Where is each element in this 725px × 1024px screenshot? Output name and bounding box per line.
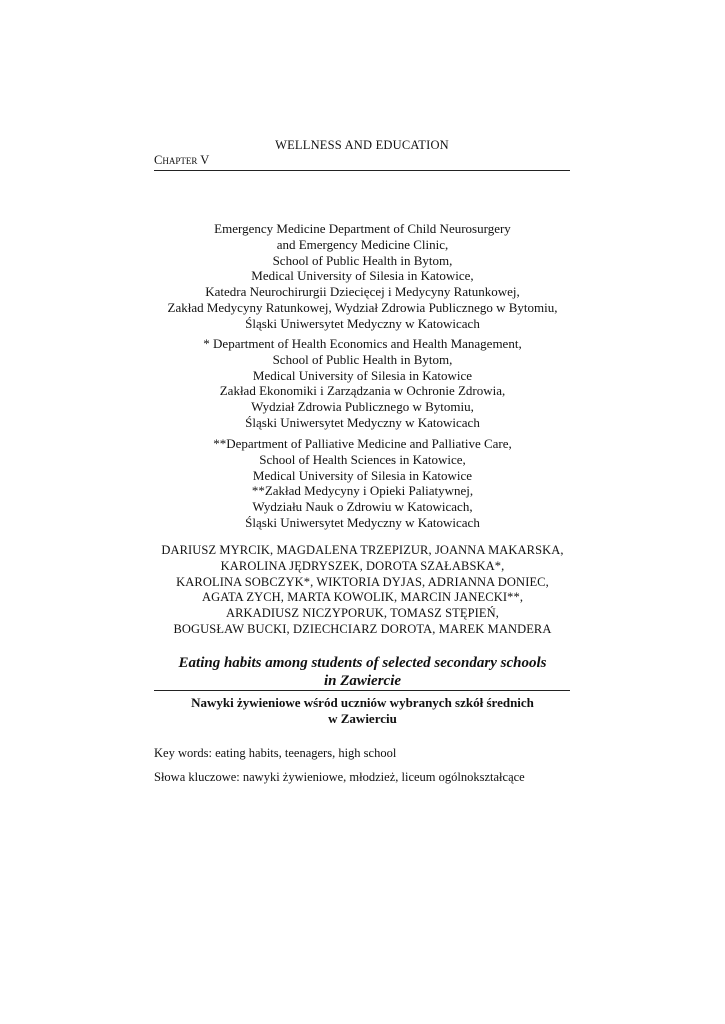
author-line: AGATA ZYCH, MARTA KOWOLIK, MARCIN JANECKI**, <box>201 590 524 605</box>
affiliation-line: and Emergency Medicine Clinic, <box>276 236 449 252</box>
affiliation-line: School of Public Health in Bytom, <box>272 252 453 268</box>
author-line: DARIUSZ MYRCIK, MAGDALENA TRZEPIZUR, JOANNA MAKARSKA, <box>161 543 564 557</box>
title-line: w Zawierciu <box>328 711 397 726</box>
affiliation-line: Wydziału Nauk o Zdrowiu w Katowicach, <box>252 499 473 515</box>
paper-title-polish <box>140 695 585 727</box>
book-title: WELLNESS AND EDUCATION <box>275 138 449 152</box>
affiliation-line: Zakład Ekonomiki i Zarządzania w Ochronie Zdrowia, <box>219 383 506 399</box>
affiliation-block-3 <box>140 436 585 531</box>
affiliation-line: Medical University of Silesia in Katowice <box>252 367 473 383</box>
affiliation-line: Zakład Medycyny Ratunkowej, Wydział Zdrowia Publicznego w Bytomiu, <box>167 299 558 315</box>
title-divider <box>154 690 570 691</box>
title-line: Eating habits among students of selected secondary schools <box>178 655 547 671</box>
title-line: in Zawiercie <box>323 673 402 689</box>
affiliation-line: Wydział Zdrowia Publicznego w Bytomiu, <box>251 399 474 415</box>
affiliation-line: **Zakład Medycyny i Opieki Paliatywnej, <box>251 483 474 499</box>
author-line: KAROLINA SOBCZYK*, WIKTORIA DYJAS, ADRIANNA DONIEC, <box>176 574 549 589</box>
author-list <box>140 543 585 638</box>
keywords-polish: Słowa kluczowe: nawyki żywieniowe, młodzież, liceum ogólnokształcące <box>154 770 525 784</box>
keywords-english: Key words: eating habits, teenagers, high school <box>154 746 397 760</box>
affiliation-line: School of Health Sciences in Katowice, <box>259 451 466 467</box>
affiliation-line: Śląski Uniwersytet Medyczny w Katowicach <box>245 514 480 530</box>
author-line: KAROLINA JĘDRYSZEK, DOROTA SZAŁABSKA*, <box>220 558 505 573</box>
chapter-label: Chapter V <box>154 153 210 167</box>
affiliation-line: Medical University of Silesia in Katowice <box>252 467 473 483</box>
author-line: BOGUSŁAW BUCKI, DZIECHCIARZ DOROTA, MAREK MANDERA <box>173 621 552 636</box>
author-line: ARKADIUSZ NICZYPORUK, TOMASZ STĘPIEŃ, <box>225 606 500 621</box>
affiliation-line: School of Public Health in Bytom, <box>272 351 453 367</box>
affiliation-line: Medical University of Silesia in Katowice, <box>251 268 474 284</box>
title-line: Nawyki żywieniowe wśród uczniów wybranych szkół średnich <box>191 695 534 710</box>
affiliation-line: Emergency Medicine Department of Child Neurosurgery <box>214 221 511 236</box>
affiliation-line: Katedra Neurochirurgii Dziecięcej i Medycyny Ratunkowej, <box>205 284 520 300</box>
affiliation-line: Śląski Uniwersytet Medyczny w Katowicach <box>245 414 480 430</box>
affiliation-line: **Department of Palliative Medicine and Palliative Care, <box>213 436 512 451</box>
affiliation-block-2 <box>140 336 585 431</box>
affiliation-line: * Department of Health Economics and Health Management, <box>203 336 522 351</box>
header-divider <box>154 170 570 171</box>
affiliation-block-1 <box>140 221 585 332</box>
paper-title-english <box>140 654 585 690</box>
affiliation-line: Śląski Uniwersytet Medyczny w Katowicach <box>245 315 480 331</box>
